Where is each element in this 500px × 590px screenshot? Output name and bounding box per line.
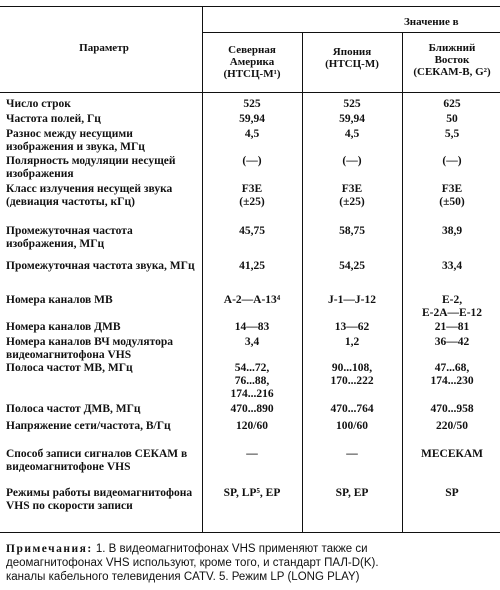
row-value-col-3: 5,5 (444, 128, 460, 140)
row-param: Номера каналов ДМВ (6, 321, 121, 333)
row-value-col-1: 3,4 (244, 336, 260, 348)
row-param: Полоса частот МВ, МГц (6, 362, 133, 374)
row-param: Промежуточная частота изображения, МГц (6, 225, 133, 250)
table-notes (6, 542, 496, 584)
header-value-group: Значение в (404, 16, 459, 28)
row-value-col-2: 4,5 (344, 128, 360, 140)
row-value-col-1: 470...890 (230, 403, 274, 415)
row-value-col-3: 36—42 (434, 336, 470, 348)
row-value-col-2: 59,94 (339, 113, 365, 125)
header-bottom-rule (0, 92, 500, 93)
row-value-col-1: 4,5 (244, 128, 260, 140)
notes-line-2: деомагнитофонах VHS используют, кроме того, и стандарт ПАЛ-D(K). (6, 557, 379, 569)
row-param: Полоса частот ДМВ, МГц (6, 403, 141, 415)
table-top-rule (0, 6, 500, 7)
column-divider-1 (202, 6, 203, 532)
row-value-col-3: E-2, E-2A—E-12 (421, 294, 483, 319)
row-value-col-2: F3E (±25) (339, 183, 365, 208)
row-value-col-1: 41,25 (239, 260, 265, 272)
row-value-col-2: J-1—J-12 (328, 294, 376, 306)
row-value-col-3: 470...958 (430, 403, 474, 415)
row-value-col-2: 13—62 (334, 321, 370, 333)
row-value-col-1: F3E (±25) (239, 183, 265, 208)
row-value-col-1: SP, LP⁵, EP (223, 487, 281, 499)
row-value-col-3: F3E (±50) (439, 183, 465, 208)
row-param: Способ записи сигналов СЕКАМ в видеомагнитофоне VHS (6, 448, 188, 473)
row-value-col-2: 525 (343, 98, 361, 110)
column-divider-3 (402, 32, 403, 532)
row-value-col-2: 54,25 (339, 260, 365, 272)
row-value-col-1: 54...72, 76...88, 174...216 (230, 362, 274, 400)
row-param: Число строк (6, 98, 71, 110)
row-param: Режимы работы видеомагнитофона VHS по скорости записи (6, 487, 193, 512)
row-value-col-3: 47...68, 174...230 (430, 362, 474, 387)
row-value-col-2: 58,75 (339, 225, 365, 237)
notes-text-1: 1. В видеомагнитофонах VHS применяют также си (95, 543, 368, 555)
row-param: Разнос между несущими изображения и звука, МГц (6, 128, 145, 153)
row-value-col-1: — (246, 448, 258, 460)
row-value-col-3: 33,4 (441, 260, 463, 272)
header-col-middle-east: Ближний Восток (СЕКАМ-В, G²) (413, 42, 491, 78)
row-value-col-1: 120/60 (236, 420, 268, 432)
row-value-col-3: МЕСЕКАМ (421, 448, 483, 460)
row-value-col-2: 90...108, 170...222 (330, 362, 374, 387)
row-value-col-1: 14—83 (234, 321, 270, 333)
group-header-rule (202, 32, 500, 33)
row-param: Промежуточная частота звука, МГц (6, 260, 195, 272)
header-col-north-america: Северная Америка (НТСЦ-M¹) (223, 44, 281, 80)
row-param: Частота полей, Гц (6, 113, 101, 125)
row-value-col-2: — (346, 448, 358, 460)
row-value-col-2: (—) (342, 155, 362, 167)
header-param: Параметр (79, 42, 129, 54)
row-value-col-1: A-2—A-13⁴ (223, 294, 281, 306)
row-param: Номера каналов ВЧ модулятора видеомагнитофона VHS (6, 336, 173, 361)
row-value-col-2: 1,2 (344, 336, 360, 348)
row-value-col-2: 470...764 (330, 403, 374, 415)
row-value-col-2: 100/60 (336, 420, 368, 432)
row-value-col-1: 45,75 (239, 225, 265, 237)
row-value-col-3: SP (445, 487, 459, 499)
column-divider-2 (302, 32, 303, 532)
row-value-col-3: 21—81 (434, 321, 470, 333)
row-value-col-3: 625 (443, 98, 461, 110)
row-value-col-3: (—) (442, 155, 462, 167)
row-value-col-1: 59,94 (239, 113, 265, 125)
row-value-col-2: SP, EP (335, 487, 369, 499)
notes-line-3: каналы кабельного телевидения CATV. 5. Режим LP (LONG PLAY) (6, 571, 360, 583)
header-col-japan: Япония (НТСЦ-M) (325, 46, 379, 70)
row-value-col-1: (—) (242, 155, 262, 167)
row-value-col-1: 525 (243, 98, 261, 110)
row-param: Напряжение сети/частота, В/Гц (6, 420, 171, 432)
row-param: Полярность модуляции несущей изображения (6, 155, 176, 180)
row-param: Класс излучения несущей звука (девиация частоты, кГц) (6, 183, 173, 208)
row-param: Номера каналов МВ (6, 294, 113, 306)
row-value-col-3: 38,9 (441, 225, 463, 237)
notes-label: Примечания: (6, 543, 93, 555)
notes-line-1 (6, 542, 496, 556)
table-bottom-rule (0, 532, 500, 533)
row-value-col-3: 220/50 (436, 420, 468, 432)
row-value-col-3: 50 (446, 113, 458, 125)
